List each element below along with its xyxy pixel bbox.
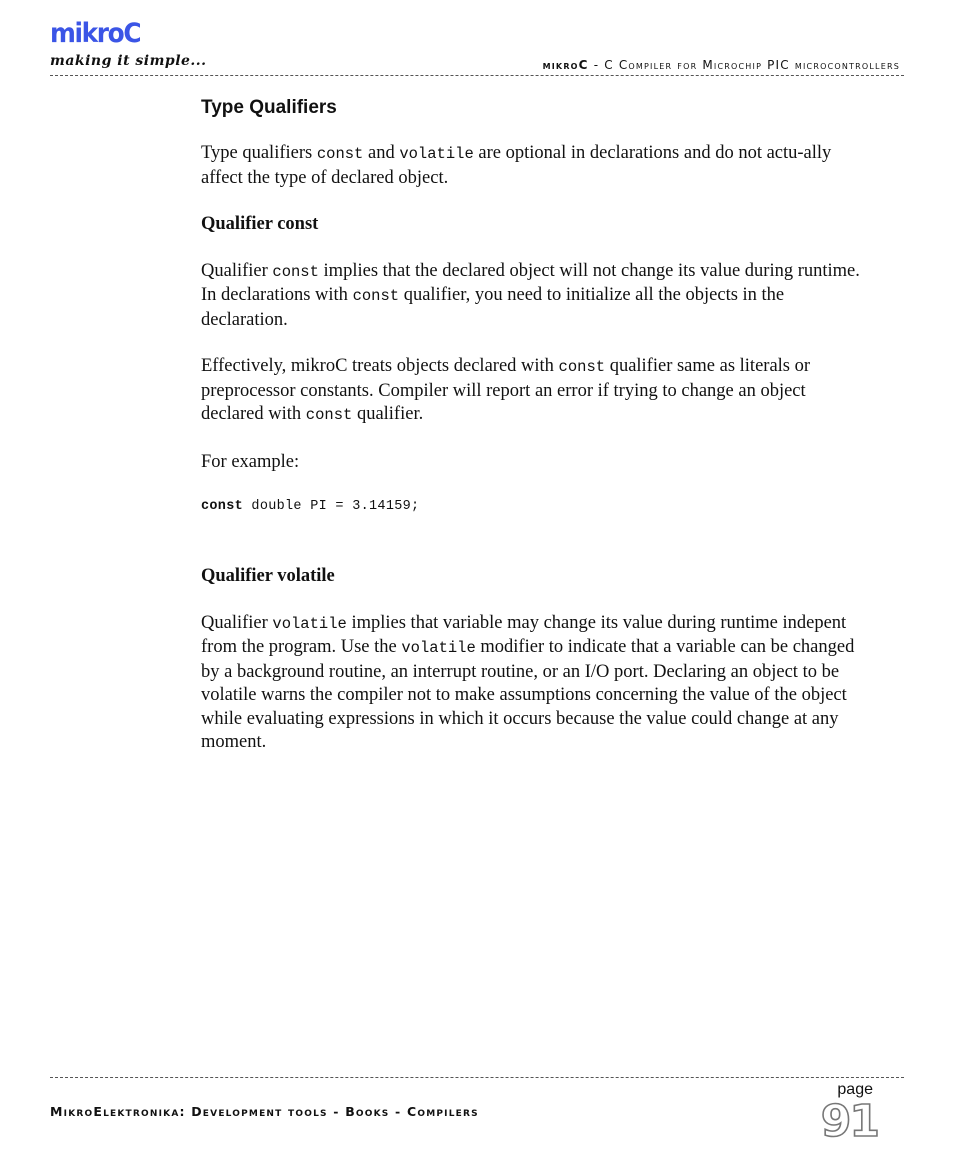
header-divider <box>50 75 904 76</box>
header-title-text: - C Compiler for Microchip PIC microcontrollers <box>588 58 900 72</box>
intro-text-1: Type qualifiers <box>201 143 317 163</box>
code-statement: double PI = 3.14159; <box>243 499 420 514</box>
intro-code-volatile: volatile <box>399 145 474 163</box>
footer-divider <box>50 1077 904 1078</box>
tagline: making it simple... <box>50 53 207 69</box>
const-p2-text-1: Effectively, mikroC treats objects declared with <box>201 356 559 376</box>
page-label: page <box>837 1081 873 1098</box>
const-p2-text-2: qualifier same as literals or preprocessor constants. Compiler will report an error if trying to change an object declared with <box>201 356 811 424</box>
footer-publisher: MikroElektronika: Development tools - Books - Compilers <box>50 1104 479 1119</box>
const-p2-text-3: qualifier. <box>352 404 424 424</box>
section-title: Type Qualifiers <box>201 97 337 118</box>
volatile-p1-text-1: Qualifier <box>201 612 273 633</box>
intro-code-const: const <box>316 145 364 163</box>
const-p1-code-1: const <box>272 262 319 281</box>
volatile-p1-text-3: modifier to indicate that a variable can be changed by a background routine, an interrupt routine, or an I/O port. Declaring an object to be volatile warns the compiler not to make assumptions concerning the value of the object while evaluating expressions in which it occurs because the value could change at any moment. <box>201 637 855 752</box>
header-title-brand: mikroC <box>542 58 589 72</box>
volatile-p1-code-2: volatile <box>401 639 476 657</box>
const-p1-text-1: Qualifier <box>201 260 273 281</box>
code-example <box>201 497 861 517</box>
page-number: 91 <box>820 1096 878 1147</box>
header-title <box>543 59 900 71</box>
intro-text-3: are optional in declarations and do not actu-ally affect the type of declared object. <box>201 143 832 188</box>
example-label: For example: <box>201 451 300 472</box>
volatile-paragraph <box>201 612 861 755</box>
const-paragraph-1 <box>201 260 861 333</box>
const-p2-code-1: const <box>558 358 606 376</box>
const-p2-code-2: const <box>305 406 353 424</box>
const-p1-text-3: qualifier, you need to initialize all the objects in the declaration. <box>201 285 785 330</box>
volatile-p1-text-2: implies that variable may change its value during runtime indepent from the program. Use the <box>201 612 847 657</box>
code-keyword: const <box>201 499 244 514</box>
const-paragraph-2 <box>201 355 861 428</box>
volatile-heading: Qualifier volatile <box>201 566 335 586</box>
const-p1-code-2: const <box>352 287 400 305</box>
volatile-p1-code-1: volatile <box>272 614 347 633</box>
const-heading: Qualifier const <box>201 214 319 234</box>
mikroc-logo: mikroC <box>50 18 141 49</box>
intro-paragraph <box>201 142 861 190</box>
page-content <box>201 96 861 778</box>
const-p1-text-2: implies that the declared object will not change its value during runtime. In declarations with <box>201 260 860 305</box>
intro-text-2: and <box>363 143 400 163</box>
